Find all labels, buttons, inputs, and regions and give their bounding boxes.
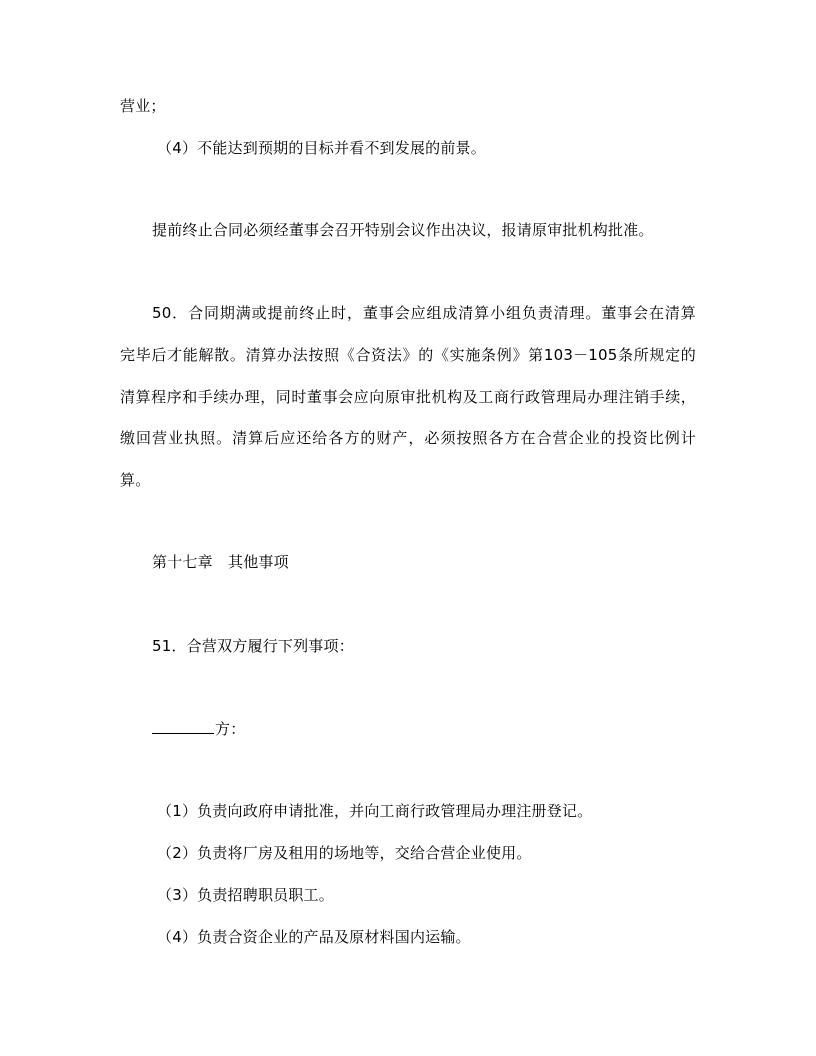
list-item: （2）负责将厂房及租用的场地等，交给合营企业使用。 — [157, 844, 532, 862]
blank-fill-line — [152, 719, 214, 734]
paragraph-line: 缴回营业执照。清算后应还给各方的财产，必须按照各方在合营企业的投资比例计 — [120, 429, 696, 447]
chapter-heading: 第十七章 其他事项 — [152, 553, 289, 571]
list-item: （4）不能达到预期的目标并看不到发展的前景。 — [157, 139, 486, 157]
party-label-line — [152, 719, 245, 739]
paragraph-line: 提前终止合同必须经董事会召开特别会议作出决议，报请原审批机构批准。 — [152, 221, 654, 239]
paragraph-line: 51．合营双方履行下列事项： — [152, 637, 354, 655]
party-label: 方： — [215, 720, 246, 738]
paragraph-line: 50．合同期满或提前终止时，董事会应组成清算小组负责清理。董事会在清算 — [152, 304, 696, 322]
list-item: （3）负责招聘职员职工。 — [157, 886, 334, 904]
list-item: （1）负责向政府申请批准，并向工商行政管理局办理注册登记。 — [157, 802, 593, 820]
paragraph-line: 清算程序和手续办理，同时董事会应向原审批机构及工商行政管理局办理注销手续， — [120, 388, 696, 406]
paragraph-line: 营业； — [120, 97, 166, 115]
list-item: （4）负责合资企业的产品及原材料国内运输。 — [157, 928, 471, 946]
paragraph-line: 算。 — [120, 471, 151, 489]
paragraph-line: 完毕后才能解散。清算办法按照《合资法》的《实施条例》第103－105条所规定的 — [120, 346, 696, 364]
